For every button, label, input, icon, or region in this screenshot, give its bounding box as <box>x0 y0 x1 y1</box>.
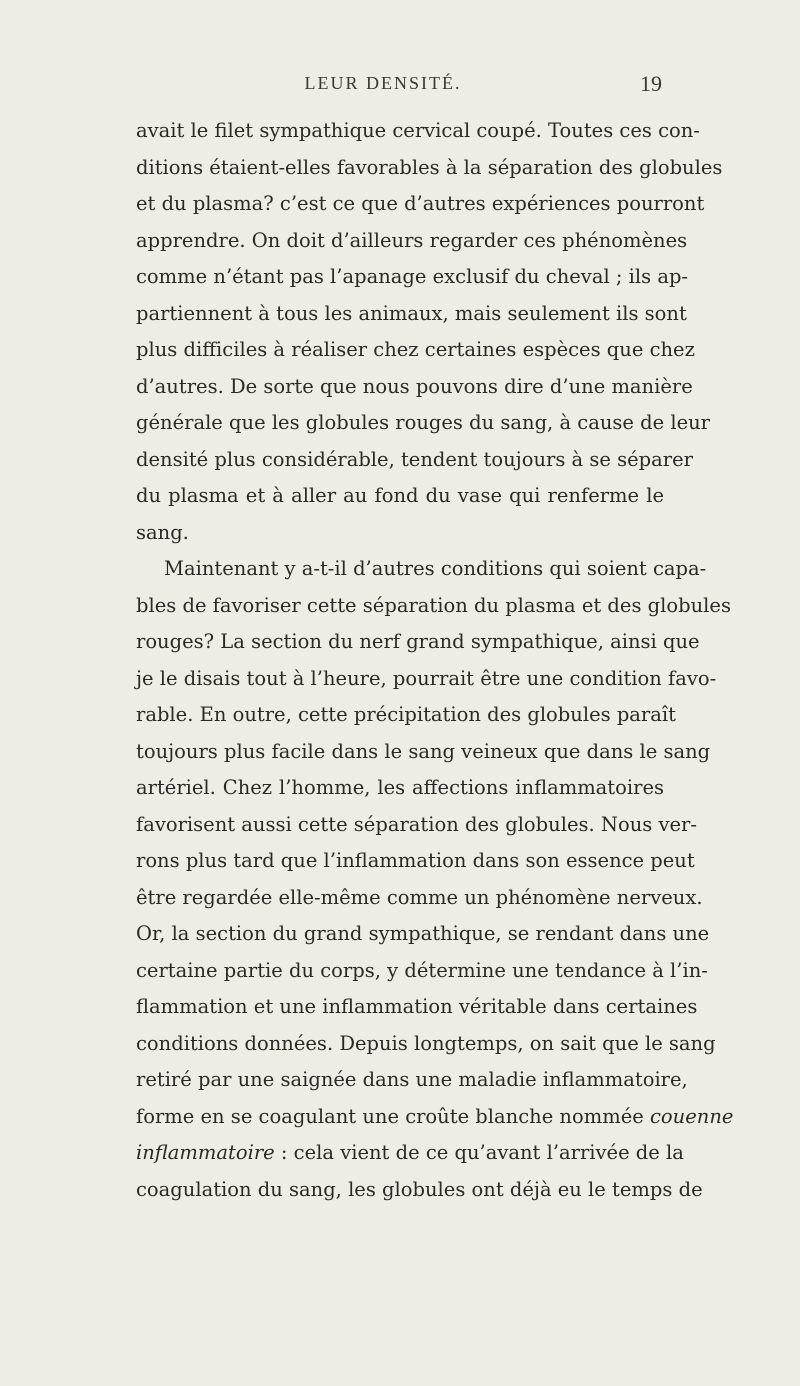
text-line: générale que les globules rouges du sang, à cause de leur <box>136 411 711 434</box>
text-line: favorisent aussi cette séparation des globules. Nous ver- <box>136 812 697 836</box>
text-line: rouges? La section du nerf grand sympathique, ainsi que <box>136 630 700 653</box>
text-run: forme en se coagulant une croûte blanche nommée <box>136 1104 650 1128</box>
text-line: du plasma et à aller au fond du vase qui renferme le <box>136 484 664 507</box>
text-line: retiré par une saignée dans une maladie inflammatoire, <box>136 1068 688 1091</box>
text-line: je le disais tout à l’heure, pourrait être une condition favo- <box>136 666 717 690</box>
text-line: rons plus tard que l’inflammation dans son essence peut <box>136 849 695 872</box>
text-line <box>136 1135 684 1172</box>
text-line: ditions étaient-elles favorables à la séparation des globules <box>136 155 723 179</box>
text-line: et du plasma? c’est ce que d’autres expériences pourront <box>136 192 705 215</box>
text-line: toujours plus facile dans le sang veineux que dans le sang <box>136 739 711 763</box>
text-line: apprendre. On doit d’ailleurs regarder ces phénomènes <box>136 228 688 252</box>
italic-term: inflammatoire <box>136 1141 275 1164</box>
body-text <box>136 113 734 1208</box>
text-line: densité plus considérable, tendent toujours à se séparer <box>136 447 693 471</box>
text-line: bles de favoriser cette séparation du plasma et des globules <box>136 593 731 617</box>
italic-term: couenne <box>650 1104 734 1128</box>
text-line: avait le filet sympathique cervical coupé. Toutes ces con- <box>136 119 700 142</box>
text-line: flammation et une inflammation véritable dans certaines <box>136 995 698 1018</box>
running-head <box>138 73 662 103</box>
text-line: conditions données. Depuis longtemps, on sait que le sang <box>136 1031 716 1055</box>
text-line: être regardée elle-même comme un phénomène nerveux. <box>136 885 703 909</box>
text-line: coagulation du sang, les globules ont déjà eu le temps de <box>136 1177 703 1201</box>
text-line: artériel. Chez l’homme, les affections inflammatoires <box>136 776 664 799</box>
text-line <box>136 1099 734 1136</box>
text-line: d’autres. De sorte que nous pouvons dire d’une manière <box>136 374 693 398</box>
text-line: Maintenant y a-t-il d’autres conditions qui soient capa- <box>164 557 707 580</box>
text-line: Or, la section du grand sympathique, se rendant dans une <box>136 922 710 945</box>
text-line: comme n’étant pas l’apanage exclusif du cheval ; ils ap- <box>136 265 689 288</box>
page-number: 19 <box>640 71 662 96</box>
text-run: : cela vient de ce qu’avant l’arrivée de la <box>274 1141 684 1164</box>
text-line: plus difficiles à réaliser chez certaines espèces que chez <box>136 338 695 361</box>
text-line: certaine partie du corps, y détermine une tendance à l’in- <box>136 958 708 982</box>
running-title: LEUR DENSITÉ. <box>304 73 462 93</box>
text-line: rable. En outre, cette précipitation des globules paraît <box>136 703 676 726</box>
text-line: partiennent à tous les animaux, mais seulement ils sont <box>136 301 687 325</box>
text-line: sang. <box>136 520 189 544</box>
